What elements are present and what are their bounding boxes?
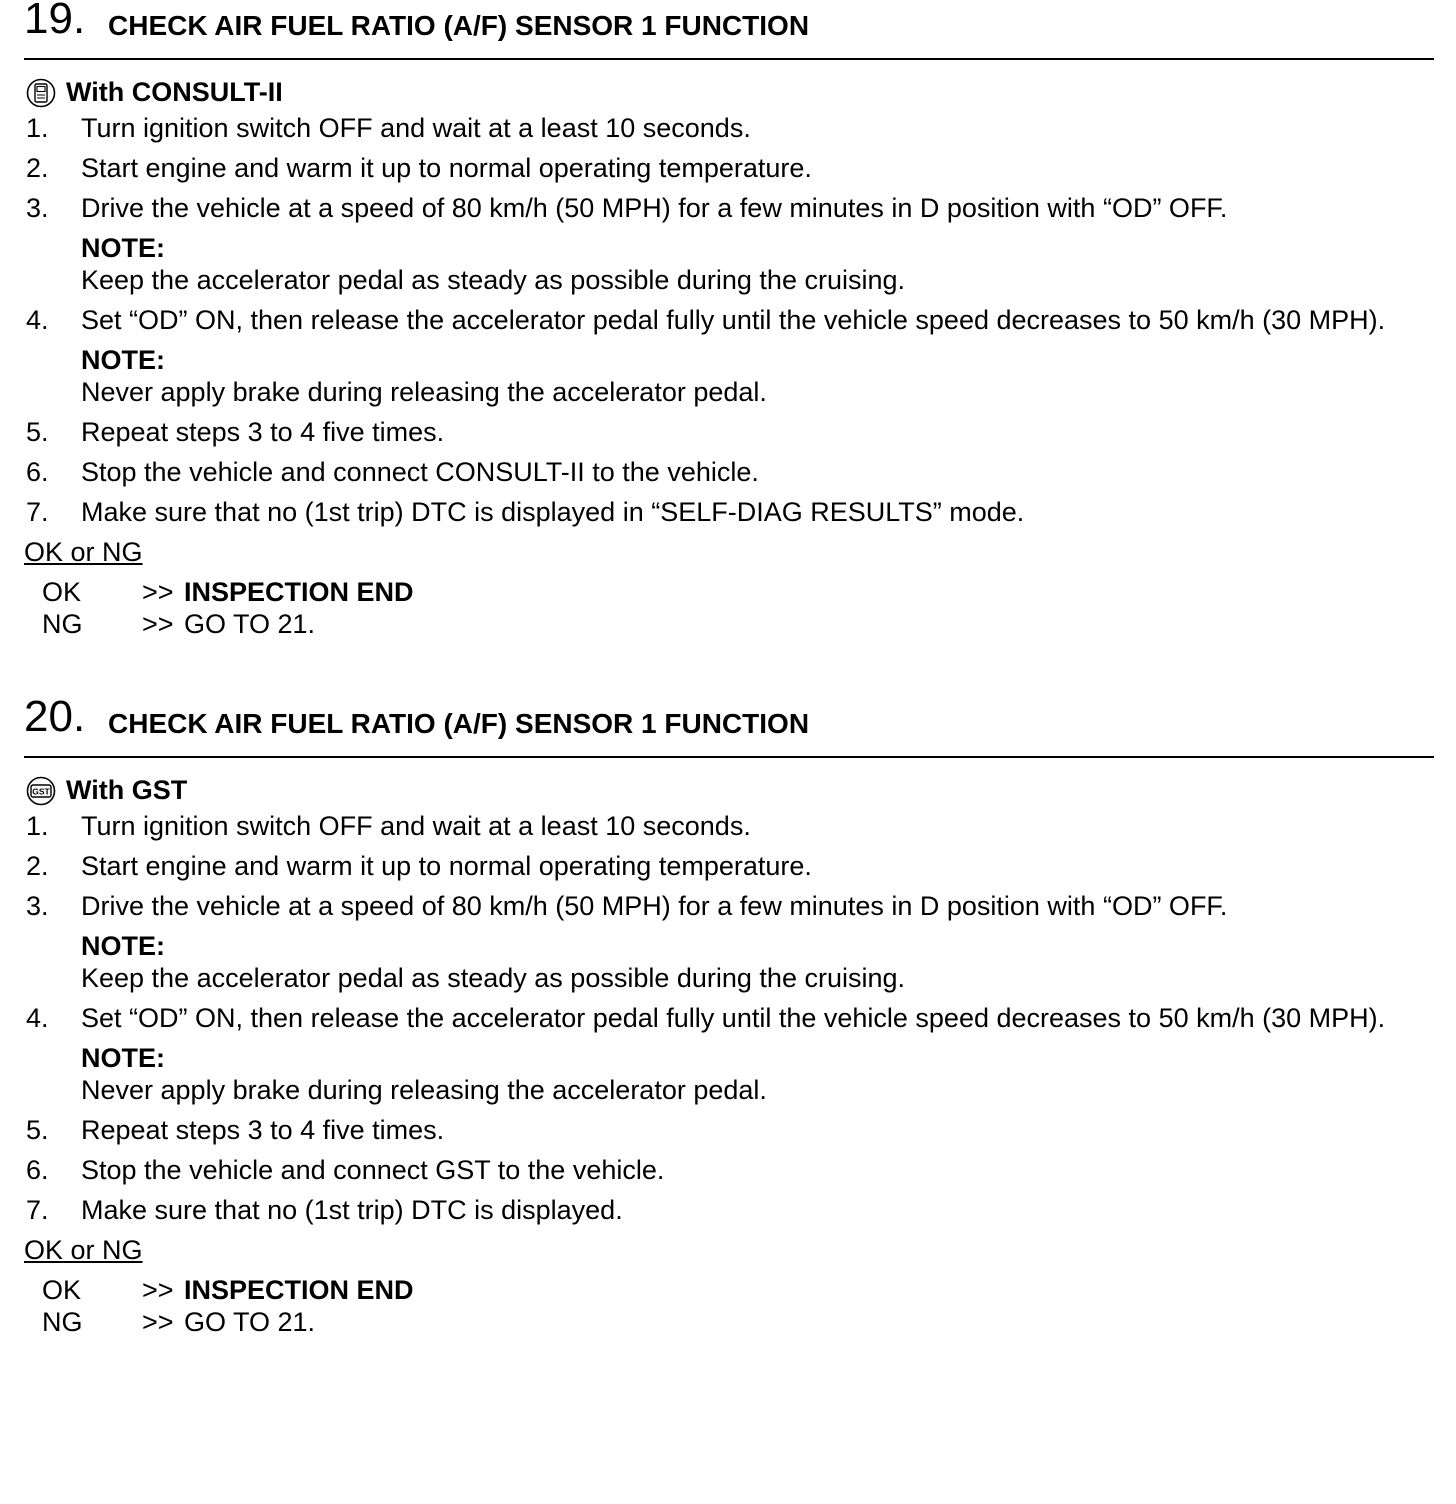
step-item: [24, 112, 1434, 144]
step-item: [24, 1194, 1434, 1226]
step-number: 6.: [26, 457, 49, 487]
note-text: Keep the accelerator pedal as steady as possible during the cruising.: [81, 265, 906, 295]
step-number: 6.: [26, 1155, 49, 1185]
step-item: [24, 304, 1434, 336]
result-code: NG: [42, 1307, 83, 1337]
step-number: 5.: [26, 417, 49, 447]
tool-line: [24, 72, 1434, 112]
consult-ii-icon: [26, 78, 56, 108]
step-item: [24, 152, 1434, 184]
svg-text:GST: GST: [32, 786, 50, 797]
step-text: Make sure that no (1st trip) DTC is displayed in “SELF-DIAG RESULTS” mode.: [81, 497, 1025, 527]
step-number: 2.: [26, 153, 49, 183]
step-text: Turn ignition switch OFF and wait at a least 10 seconds.: [81, 113, 751, 143]
step-text: Turn ignition switch OFF and wait at a least 10 seconds.: [81, 811, 751, 841]
result-code: OK: [42, 1275, 82, 1305]
step-text: Drive the vehicle at a speed of 80 km/h (50 MPH) for a few minutes in D position with “OD” OFF.: [81, 193, 1228, 223]
step-text: Repeat steps 3 to 4 five times.: [81, 417, 445, 447]
result-row: [24, 1274, 1434, 1306]
step-item: [24, 416, 1434, 448]
step-text: Start engine and warm it up to normal operating temperature.: [81, 153, 812, 183]
step-text: Make sure that no (1st trip) DTC is displayed.: [81, 1195, 623, 1225]
step-number: 7.: [26, 1195, 49, 1225]
result-label: OK or NG: [24, 537, 143, 567]
result-arrow: >>: [142, 1307, 174, 1337]
step-item: [24, 192, 1434, 224]
step-item: [24, 1154, 1434, 1186]
step-text: Repeat steps 3 to 4 five times.: [81, 1115, 445, 1145]
step-item: [24, 1002, 1434, 1034]
note-heading: NOTE:: [81, 345, 165, 375]
step-text: Drive the vehicle at a speed of 80 km/h (50 MPH) for a few minutes in D position with “OD” OFF.: [81, 891, 1228, 921]
step-item: [24, 850, 1434, 882]
step-number: 3.: [26, 891, 49, 921]
step-number: 5.: [26, 1115, 49, 1145]
step-number: 4.: [26, 305, 49, 335]
section-number: 20.: [24, 692, 86, 741]
section-number: 19.: [24, 0, 86, 43]
step-item: [24, 496, 1434, 528]
step-item: [24, 810, 1434, 842]
step-number: 7.: [26, 497, 49, 527]
result-action: INSPECTION END: [184, 577, 414, 607]
step-text: Stop the vehicle and connect CONSULT-II to the vehicle.: [81, 457, 759, 487]
section-title: CHECK AIR FUEL RATIO (A/F) SENSOR 1 FUNCTION: [108, 10, 810, 41]
step-number: 1.: [26, 113, 49, 143]
step-item: [24, 456, 1434, 488]
note-text: Never apply brake during releasing the accelerator pedal.: [81, 1075, 767, 1105]
note-heading: NOTE:: [81, 931, 165, 961]
step-number: 3.: [26, 193, 49, 223]
tool-label: With GST: [66, 775, 188, 805]
result-arrow: >>: [142, 577, 174, 607]
note-heading: NOTE:: [81, 1043, 165, 1073]
section-title: CHECK AIR FUEL RATIO (A/F) SENSOR 1 FUNCTION: [108, 708, 810, 739]
result-row: [24, 1306, 1434, 1338]
section-20: [24, 692, 1434, 1338]
step-item: [24, 890, 1434, 922]
section-header: [24, 692, 1434, 758]
step-number: 4.: [26, 1003, 49, 1033]
result-code: NG: [42, 609, 83, 639]
note-text: Keep the accelerator pedal as steady as possible during the cruising.: [81, 963, 906, 993]
result-action: GO TO 21.: [184, 609, 316, 639]
step-number: 1.: [26, 811, 49, 841]
step-text: Set “OD” ON, then release the accelerator pedal fully until the vehicle speed decreases to 50 km/h (30 MPH).: [81, 1003, 1386, 1033]
step-item: [24, 1114, 1434, 1146]
tool-label: With CONSULT-II: [66, 77, 283, 107]
result-label: OK or NG: [24, 1235, 143, 1265]
section-header: [24, 0, 1434, 60]
note-text: Never apply brake during releasing the accelerator pedal.: [81, 377, 767, 407]
result-action: GO TO 21.: [184, 1307, 316, 1337]
result-arrow: >>: [142, 609, 174, 639]
result-action: INSPECTION END: [184, 1275, 414, 1305]
step-text: Stop the vehicle and connect GST to the vehicle.: [81, 1155, 665, 1185]
step-text: Set “OD” ON, then release the accelerator pedal fully until the vehicle speed decreases to 50 km/h (30 MPH).: [81, 305, 1386, 335]
section-19: [24, 0, 1434, 640]
gst-icon: [26, 776, 56, 806]
tool-line: [24, 770, 1434, 810]
result-code: OK: [42, 577, 82, 607]
step-text: Start engine and warm it up to normal operating temperature.: [81, 851, 812, 881]
result-row: [24, 576, 1434, 608]
result-row: [24, 608, 1434, 640]
result-arrow: >>: [142, 1275, 174, 1305]
note-heading: NOTE:: [81, 233, 165, 263]
step-number: 2.: [26, 851, 49, 881]
